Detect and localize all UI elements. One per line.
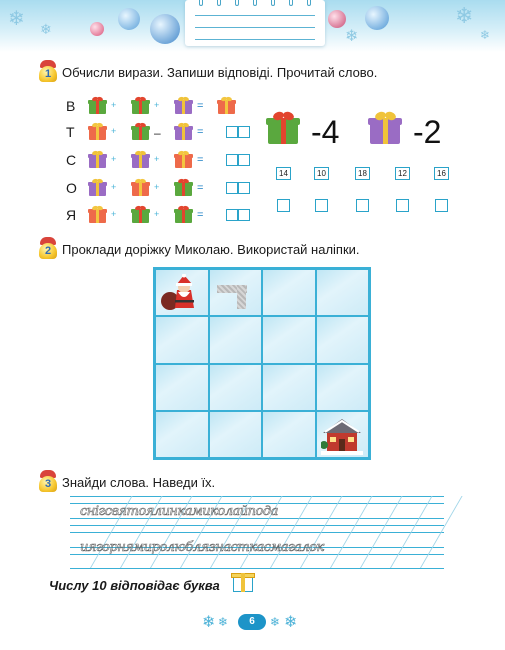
notepad-decoration	[185, 0, 325, 46]
gift-red-icon	[132, 179, 149, 196]
operator-sign: +	[154, 182, 160, 192]
equals-sign: =	[197, 126, 204, 138]
snowflake-icon: ❄	[218, 615, 229, 629]
snowflake-icon: ❄	[284, 612, 298, 631]
legend-value: -4	[311, 114, 340, 150]
grid-cell[interactable]	[262, 269, 316, 316]
grid-cell[interactable]	[262, 316, 316, 363]
gift-purple-icon	[132, 151, 149, 168]
answer-digit-box[interactable]	[238, 126, 250, 138]
ornament-icon	[118, 8, 140, 30]
gift-green-icon	[89, 97, 106, 114]
ruling-line	[70, 525, 444, 526]
path-sticker[interactable]	[237, 285, 246, 309]
top-banner	[0, 0, 505, 52]
answer-number: 14	[276, 167, 291, 180]
task-number: 2	[39, 243, 57, 259]
ornament-icon	[365, 6, 389, 30]
ruling-line	[70, 496, 444, 497]
grid-cell[interactable]	[262, 364, 316, 411]
operator-sign: +	[111, 182, 117, 192]
row-letter: Я	[66, 207, 77, 223]
task-number: 3	[39, 476, 57, 492]
operator-sign: +	[111, 126, 117, 136]
task-3-heading	[37, 470, 215, 494]
gift-red-icon	[89, 206, 106, 223]
page-footer	[200, 611, 305, 633]
gift-green-icon	[175, 179, 192, 196]
grid-cell[interactable]	[316, 269, 370, 316]
letter-answer-box[interactable]	[277, 199, 290, 212]
snowflake-icon: ❄	[345, 26, 359, 45]
grid-cell[interactable]	[155, 364, 209, 411]
answer-number: 12	[395, 167, 410, 180]
ruling-line	[70, 532, 444, 533]
path-grid	[153, 267, 371, 460]
grid-cell[interactable]	[262, 411, 316, 458]
gift-green-icon	[132, 206, 149, 223]
answer-digit-box[interactable]	[226, 154, 238, 166]
bell-icon	[37, 237, 59, 261]
bell-icon	[37, 60, 59, 84]
gift-red-icon	[218, 97, 235, 114]
grid-cell[interactable]	[155, 411, 209, 458]
operator-sign: +	[154, 100, 160, 110]
answer-number: 18	[355, 167, 370, 180]
gift-red-icon	[89, 123, 106, 140]
task-number: 1	[39, 66, 57, 82]
grid-cell[interactable]	[155, 316, 209, 363]
row-letter: С	[66, 152, 77, 168]
task-1-heading	[37, 60, 377, 84]
gift-green-icon	[132, 97, 149, 114]
task-instruction: Обчисли вирази. Запиши відповіді. Прочитай слово.	[62, 64, 378, 80]
operator-sign: +	[111, 100, 117, 110]
letter-answer-box[interactable]	[396, 199, 409, 212]
ruling-line	[70, 568, 444, 569]
operator-sign: +	[154, 154, 160, 164]
snowflake-icon: ❄	[202, 612, 216, 631]
grid-cell[interactable]	[316, 364, 370, 411]
gift-red-icon	[175, 151, 192, 168]
trace-line-1[interactable]: снігсвятоялинкамиколайпода	[80, 504, 278, 519]
equals-sign: =	[197, 182, 204, 194]
equals-sign: =	[197, 100, 204, 112]
answer-digit-box[interactable]	[238, 182, 250, 194]
answer-number: 16	[434, 167, 449, 180]
trace-line-2[interactable]: иягорнямиролюблязнасткасмагалок	[80, 540, 324, 555]
operator-sign: +	[111, 154, 117, 164]
gift-purple-icon	[175, 123, 192, 140]
operator-sign: +	[111, 209, 117, 219]
gift-purple-icon	[89, 151, 106, 168]
answer-digit-box[interactable]	[226, 126, 238, 138]
task-instruction: Проклади доріжку Миколаю. Використай наліпки.	[62, 241, 360, 257]
gift-green-icon	[175, 206, 192, 223]
answer-digit-box[interactable]	[226, 209, 238, 221]
answer-digit-box[interactable]	[238, 209, 250, 221]
ornament-icon	[90, 22, 104, 36]
santa-icon	[161, 274, 201, 317]
gift-green-icon	[132, 123, 149, 140]
task-2-heading	[37, 237, 360, 261]
task-instruction: Знайди слова. Наведи їх.	[62, 474, 216, 490]
snowflake-icon: ❄	[8, 6, 25, 30]
answer-number: 10	[314, 167, 329, 180]
letter-answer-box[interactable]	[435, 199, 448, 212]
answer-digit-box[interactable]	[226, 182, 238, 194]
ornament-icon	[328, 10, 346, 28]
page-number: 6	[238, 614, 266, 630]
snowflake-icon: ❄	[40, 22, 52, 38]
equals-sign: =	[197, 154, 204, 166]
bottom-sentence: Числу 10 відповідає буква	[49, 578, 220, 593]
equals-sign: =	[197, 209, 204, 221]
gift-purple-icon	[89, 179, 106, 196]
grid-cell[interactable]	[209, 364, 263, 411]
letter-answer-box[interactable]	[315, 199, 328, 212]
grid-cell[interactable]	[209, 411, 263, 458]
snowflake-icon: ❄	[480, 28, 491, 42]
grid-cell[interactable]	[316, 316, 370, 363]
row-letter: Т	[66, 124, 75, 140]
snowflake-icon: ❄	[455, 4, 474, 29]
operator-sign: –	[154, 126, 161, 140]
answer-digit-box[interactable]	[238, 154, 250, 166]
legend-value: -2	[413, 114, 442, 150]
answer-gift-box[interactable]	[231, 571, 255, 593]
row-letter: В	[66, 98, 76, 114]
house-icon	[321, 415, 363, 460]
operator-sign: +	[154, 209, 160, 219]
bell-icon	[37, 470, 59, 494]
gift-purple-icon	[175, 97, 192, 114]
ornament-icon	[150, 14, 180, 44]
letter-answer-box[interactable]	[356, 199, 369, 212]
snowflake-icon: ❄	[270, 615, 281, 629]
row-letter: О	[66, 180, 77, 196]
grid-cell[interactable]	[209, 316, 263, 363]
